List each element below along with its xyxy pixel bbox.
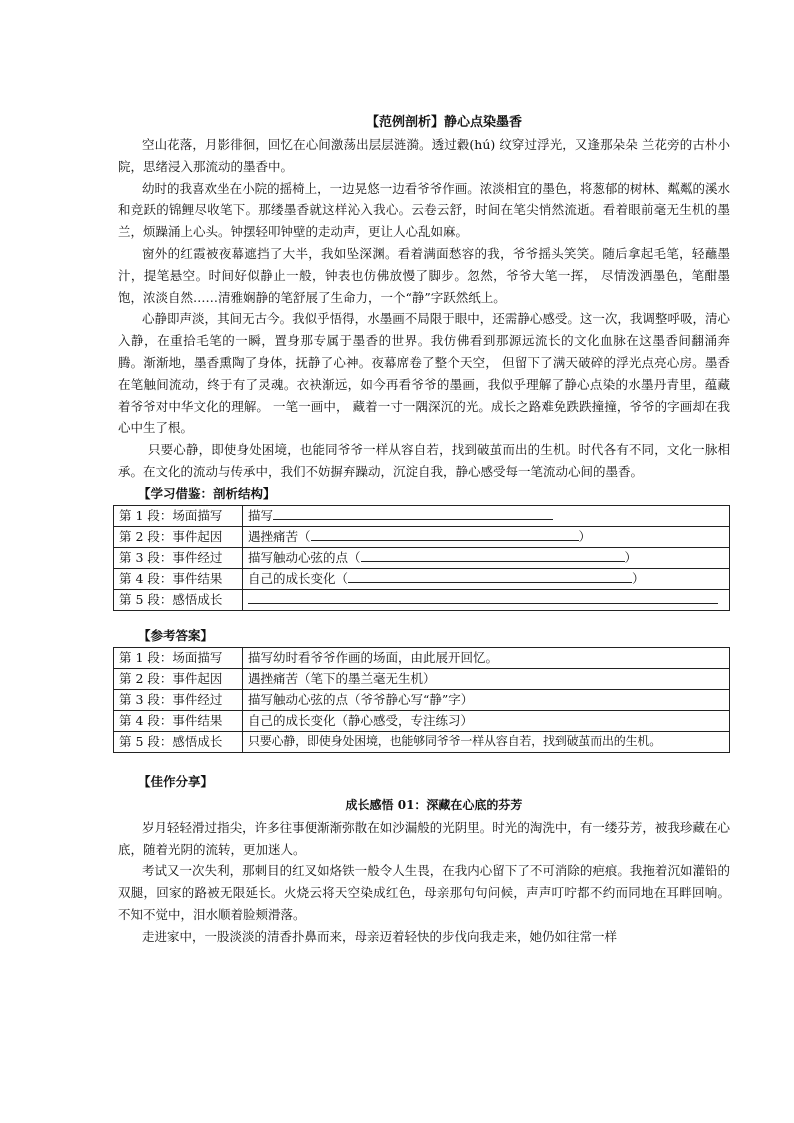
row-label: 第 4 段：事件结果 [114, 568, 243, 589]
table-row [114, 689, 730, 710]
essay-paragraph-1: 岁月轻轻滑过指尖，许多往事便渐渐弥散在如沙漏般的光阴里。时光的淘洗中，有一缕芬芳，被我珍藏在心底，随着光阴的流转，更加迷人。 [118, 819, 730, 857]
row-label: 第 5 段：感悟成长 [114, 731, 243, 752]
row-label: 第 3 段：事件经过 [114, 547, 243, 568]
article-title: 【范例剖析】静心点染墨香 [365, 115, 522, 130]
table-row [114, 668, 730, 689]
row-label: 第 1 段：场面描写 [114, 505, 243, 526]
answer-blank[interactable] [248, 591, 718, 604]
answer-cell: 描写幼时看爷爷作画的场面，由此展开回忆。 [243, 647, 730, 668]
study-table [113, 505, 730, 611]
answer-blank[interactable] [311, 528, 579, 541]
fill-cell[interactable] [243, 505, 730, 526]
paragraph-4: 心静即声淡，其间无古今。我似乎悟得，水墨画不局限于眼中，还需静心感受。这一次，我调整呼吸，清心入静，在重拾毛笔的一瞬，置身那专属于墨香的世界。我仿佛看到那源远流长的文化血脉在这墨香间翻涌奔腾。渐渐地，墨香熏陶了身体，抚静了心神。夜幕席卷了整个天空， 但留下了满天破碎的浮光点亮心房。墨香在笔触间流动，终于有了灵魂。衣袂渐远，如今再看爷爷的墨画，我似乎理解了静心点染的水墨丹青里，蕴藏着爷爷对中华文化的理解。 一笔一画中， 藏着一寸一隅深沉的光。成长之路难免跌跌撞撞，爷爷的字画却在我心中生了根。 [118, 311, 730, 436]
table-row [114, 568, 730, 589]
cell-prefix: 描写 [248, 508, 274, 524]
answer-blank[interactable] [361, 549, 625, 562]
cell-suffix: ） [578, 529, 592, 545]
cell-suffix: ） [624, 550, 638, 566]
answer-cell: 自己的成长变化（静心感受，专注练习） [243, 710, 730, 731]
cell-suffix: ） [632, 571, 645, 587]
row-label: 第 5 段：感悟成长 [114, 589, 243, 610]
fill-cell[interactable] [243, 589, 730, 610]
paragraph-1: 空山花落，月影徘徊，回忆在心间激荡出层层涟漪。透过縠(hú) 纹穿过浮光，又逢那朵朵 兰花旁的古朴小院，思绪浸入那流动的墨香中。 [118, 137, 730, 174]
row-label: 第 1 段：场面描写 [114, 647, 243, 668]
table-row [114, 547, 730, 568]
answer-table [113, 647, 730, 753]
table-row [114, 710, 730, 731]
cell-prefix: 描写触动心弦的点（ [248, 550, 361, 566]
answer-heading: 【参考答案】 [138, 627, 214, 643]
essay-paragraph-3: 走进家中，一股淡淡的清香扑鼻而来，母亲迈着轻快的步伐向我走来，她仍如往常一样 [142, 928, 618, 944]
table-row [114, 647, 730, 668]
table-row [114, 589, 730, 610]
essay-paragraph-2: 考试又一次失利，那刺目的红叉如烙铁一般令人生畏，在我内心留下了不可消除的疤痕。我拖着沉如灌铅的双腿，回家的路被无限延长。火烧云将天空染成红色，母亲那句句问候，声声叮咛都不约而同地在耳畔回响。不知不觉中，泪水顺着脸颊滑落。 [118, 863, 730, 922]
row-label: 第 4 段：事件结果 [114, 710, 243, 731]
fill-cell[interactable] [243, 547, 730, 568]
essay-title: 成长感悟 01：深藏在心底的芬芳 [345, 797, 523, 812]
answer-cell: 遇挫痛苦（笔下的墨兰毫无生机） [243, 668, 730, 689]
answer-cell: 描写触动心弦的点（爷爷静心写“静”字） [243, 689, 730, 710]
table-row [114, 526, 730, 547]
answer-blank[interactable] [348, 570, 632, 583]
paragraph-2: 幼时的我喜欢坐在小院的摇椅上，一边晃悠一边看爷爷作画。浓淡相宜的墨色，将葱郁的树林、粼粼的溪水和竞跃的锦鲤尽收笔下。那缕墨香就这样沁入我心。云卷云舒，时间在笔尖悄然流逝。看着眼前毫无生机的墨兰，烦躁涌上心头。钟摆轻叩钟壁的走动声，更让人心乱如麻。 [118, 180, 730, 240]
document-page [118, 112, 730, 948]
table-row [114, 731, 730, 752]
study-heading: 【学习借鉴：剖析结构】 [138, 485, 276, 501]
row-label: 第 2 段：事件起因 [114, 668, 243, 689]
cell-prefix: 自己的成长变化（ [248, 571, 349, 587]
share-heading: 【佳作分享】 [138, 773, 214, 789]
cell-prefix: 遇挫痛苦（ [248, 529, 311, 545]
fill-cell[interactable] [243, 568, 730, 589]
table-row [114, 505, 730, 526]
row-label: 第 2 段：事件起因 [114, 526, 243, 547]
fill-cell[interactable] [243, 526, 730, 547]
answer-blank[interactable] [273, 507, 553, 520]
answer-cell: 只要心静，即使身处困境，也能够同爷爷一样从容自若，找到破茧而出的生机。 [243, 731, 730, 752]
paragraph-5: 只要心静，即使身处困境，也能同爷爷一样从容自若，找到破茧而出的生机。时代各有不同，文化一脉相承。在文化的流动与传承中，我们不妨摒弃躁动，沉淀自我，静心感受每一笔流动心间的墨香。 [118, 442, 730, 479]
paragraph-3: 窗外的红霞被夜幕遮挡了大半，我如坠深渊。看着满面愁容的我，爷爷摇头笑笑。随后拿起毛笔，轻蘸墨汁，提笔悬空。时间好似静止一般，钟表也仿佛放慢了脚步。忽然，爷爷大笔一挥， 尽情泼洒墨色，笔酣墨饱，浓淡自然……清雅娴静的笔舒展了生命力，一个“静”字跃然纸上。 [118, 245, 730, 305]
row-label: 第 3 段：事件经过 [114, 689, 243, 710]
